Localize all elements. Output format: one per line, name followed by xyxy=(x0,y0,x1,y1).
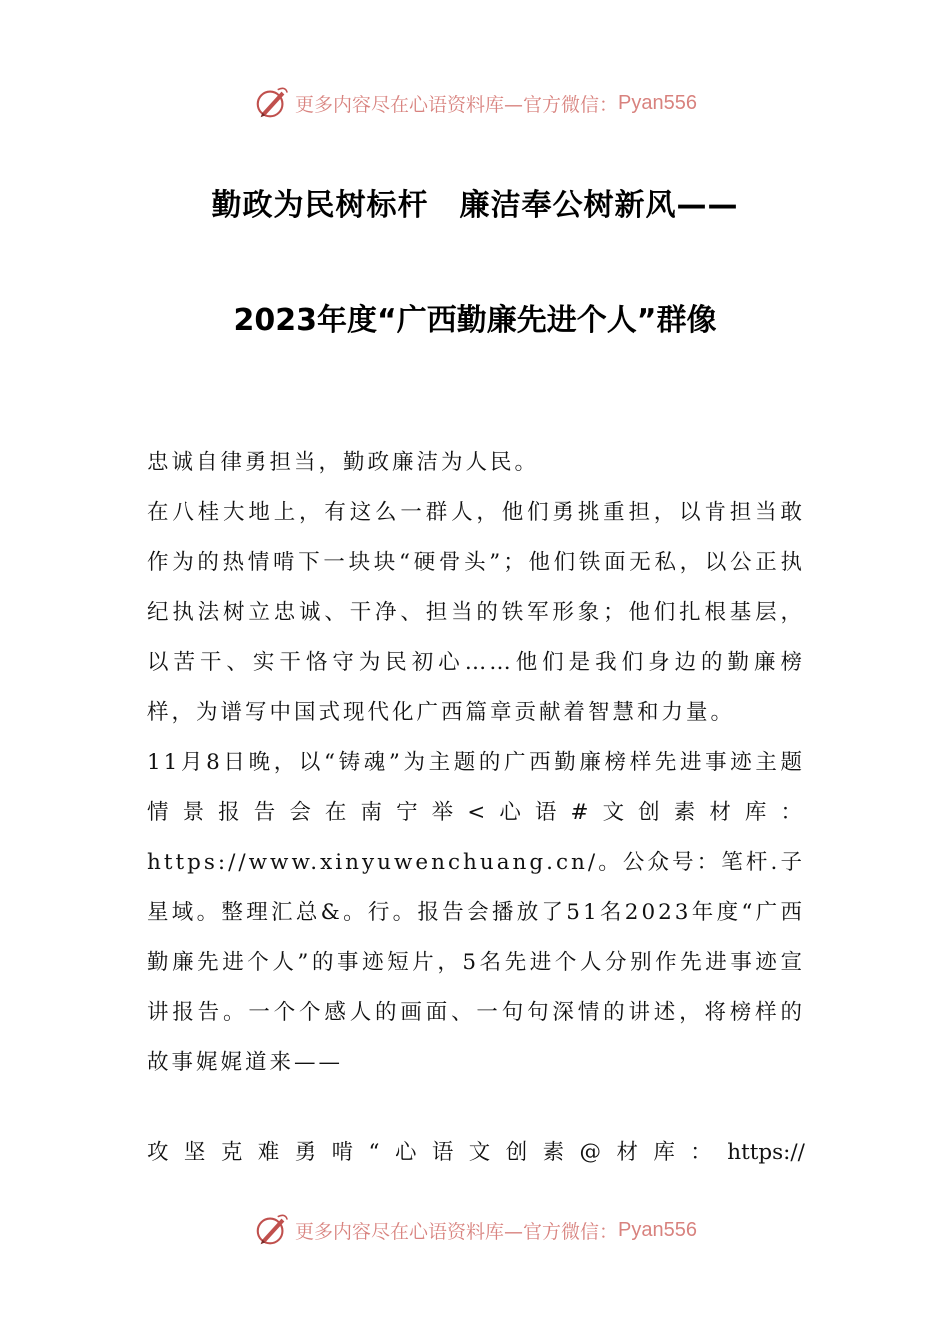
paragraph: 忠诚自律勇担当，勤政廉洁为人民。 xyxy=(147,450,540,475)
url-fragment: https:// xyxy=(727,1140,805,1165)
paragraph-last-line xyxy=(147,1128,805,1178)
watermark-wechat-id: Pyan556 xyxy=(618,91,697,114)
char: 啃 xyxy=(331,1140,354,1165)
char: 克 xyxy=(220,1140,243,1165)
char: 难 xyxy=(257,1140,280,1165)
paragraph: 在八桂大地上，有这么一群人，他们勇挑重担，以肯担当敢作为的热情啃下一块块“硬骨头”；他们铁面无私，以公正执纪执法树立忠诚、干净、担当的铁军形象；他们扎根基层，以苦干、实干恪守为民初心……他们是我们身边的勤廉榜样，为谱写中国式现代化广西篇章贡献着智慧和力量。 xyxy=(147,500,805,725)
pen-logo-icon xyxy=(253,1211,291,1249)
char: 坚 xyxy=(183,1140,206,1165)
char: @ xyxy=(579,1140,602,1165)
char: 语 xyxy=(431,1140,454,1165)
document-body xyxy=(147,438,805,1088)
document-title-line2: 2023年度“广西勤廉先进个人”群像 xyxy=(233,303,717,338)
char: 攻 xyxy=(147,1140,169,1165)
char: 文 xyxy=(468,1140,491,1165)
char: 库 xyxy=(653,1140,675,1165)
char: 材 xyxy=(616,1140,638,1165)
char: 心 xyxy=(394,1140,417,1165)
char: ： xyxy=(690,1140,712,1165)
char: 勇 xyxy=(294,1140,317,1165)
watermark-wechat-id: Pyan556 xyxy=(618,1218,697,1241)
watermark-text: 更多内容尽在心语资料库—官方微信： xyxy=(295,93,619,116)
document-title-line1: 勤政为民树标杆 廉洁奉公树新风—— xyxy=(211,188,739,223)
paragraph: 11月8日晚，以“铸魂”为主题的广西勤廉榜样先进事迹主题情景报告会在南宁举<心语#文创素材库：https://www.xinyuwenchuang.cn/。公众号：笔杆.子星域。整理汇总&。行。报告会播放了51名2023年度“广西勤廉先进个人”的事迹短片，5名先进个人分别作先进事迹宣讲报告。一个个感人的画面、一句句深情的讲述，将榜样的故事娓娓道来—— xyxy=(147,750,805,1075)
pen-logo-icon xyxy=(253,84,291,122)
watermark-banner-bottom xyxy=(0,1210,950,1250)
char: “ xyxy=(368,1140,380,1165)
char: 素 xyxy=(542,1140,565,1165)
char: 创 xyxy=(505,1140,528,1165)
watermark-banner-top xyxy=(0,83,950,123)
watermark-text: 更多内容尽在心语资料库—官方微信： xyxy=(295,1220,619,1243)
